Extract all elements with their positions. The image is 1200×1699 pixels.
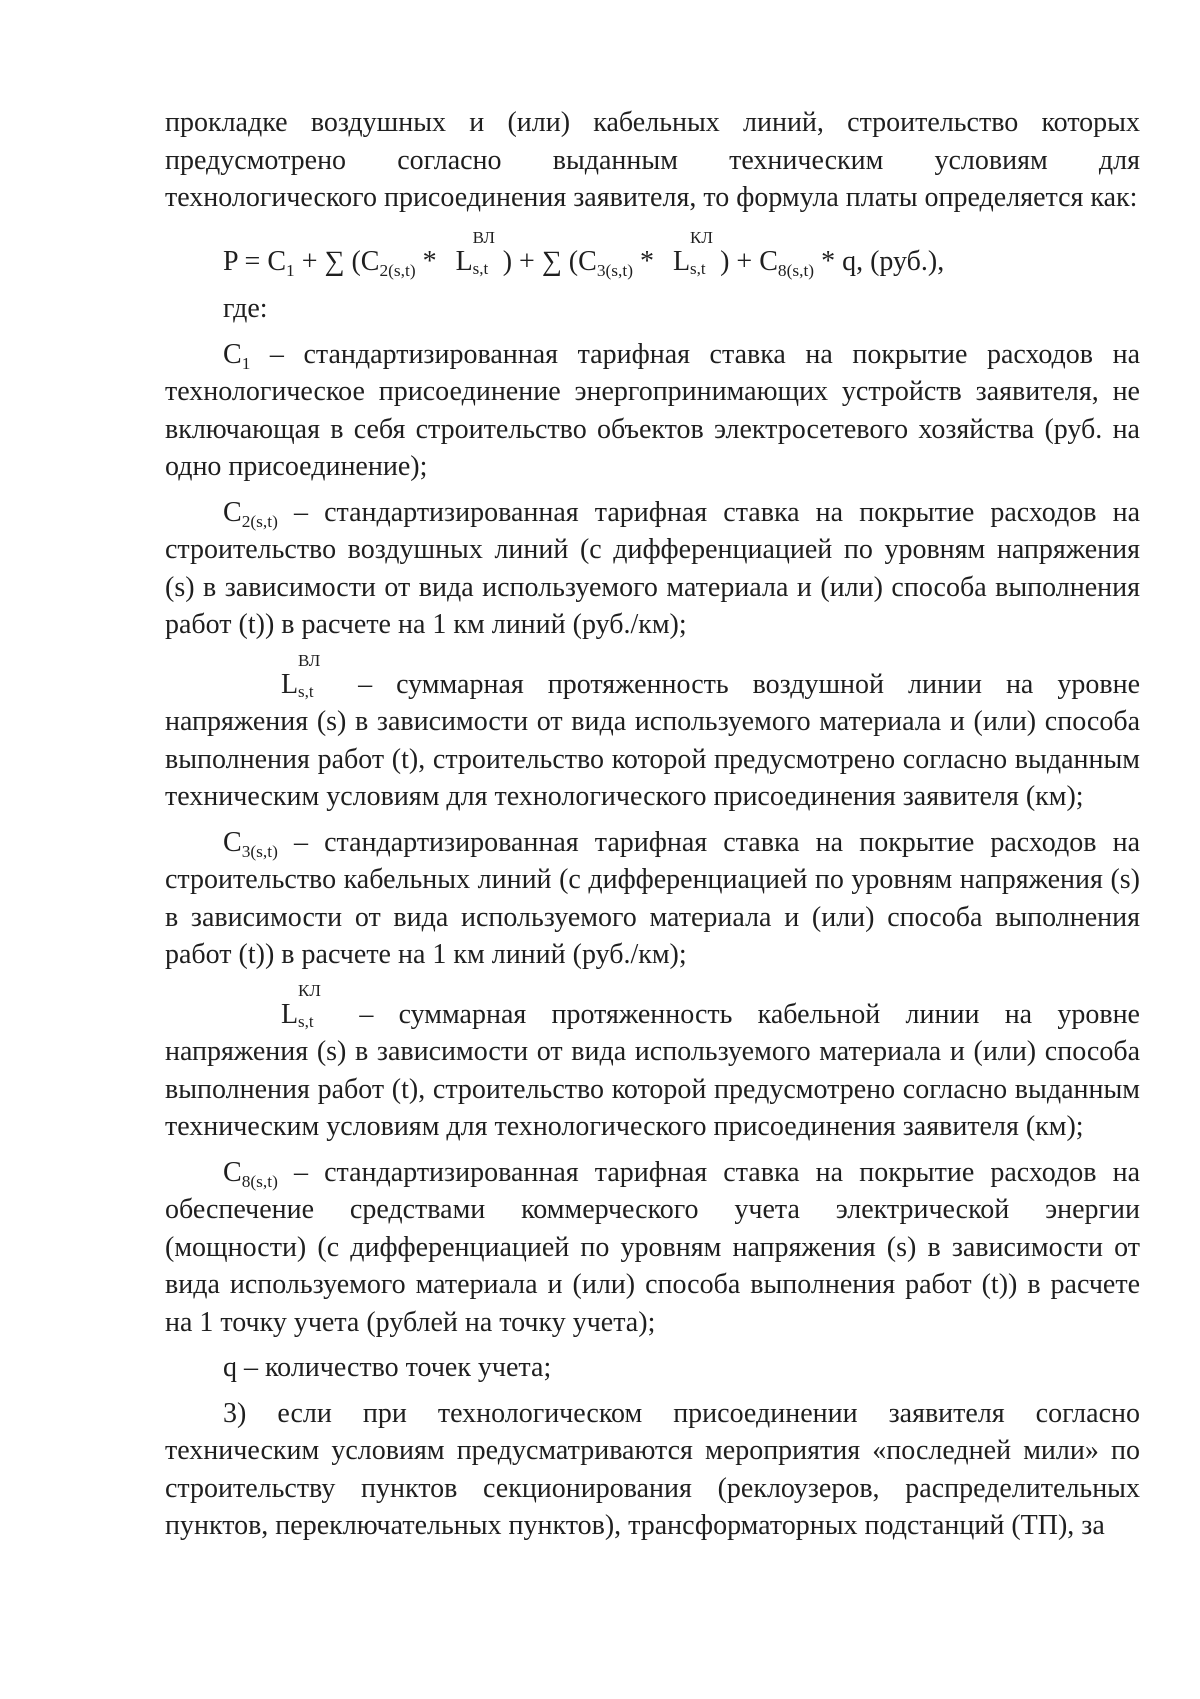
symbol: C (223, 496, 242, 528)
symbol-sub: s,t (298, 681, 314, 701)
definition-text: – суммарная протяженность воздушной линии на уровне напряжения (s) в зависимости от вида используемого материала и (или) способа выполнения работ (t), строительство которой предусмотрено согласно выданным техническим условиям для технологического присоединения заявителя (км); (165, 668, 1140, 812)
definition-text: – суммарная протяженность кабельной линии на уровне напряжения (s) в зависимости от вида используемого материала и (или) способа выполнения работ (t), строительство которой предусмотрено согласно выданным техническим условиям для технологического присоединения заявителя (км); (165, 998, 1140, 1142)
symbol: L (281, 998, 299, 1030)
paragraph-intro-line2: предусмотрено согласно выданным техническим условиям для (165, 144, 1140, 176)
definition-text: – стандартизированная тарифная ставка на покрытие расходов на технологическое присоединение энергопринимающих устройств заявителя, не включающая в себя строительство объектов электросетевого хозяйства (руб. на одно присоединение); (165, 338, 1140, 482)
symbol-sub: 2(s,t) (241, 511, 278, 531)
formula-l-vl: L ВЛ s,t (455, 227, 495, 278)
symbol: C (223, 338, 242, 370)
symbol-sub: 8(s,t) (241, 1171, 278, 1191)
symbol: C (223, 1156, 242, 1188)
definition-l-vl (165, 650, 1140, 816)
symbol: L (281, 668, 299, 700)
definition-q: q – количество точек учета; (223, 1352, 552, 1383)
paragraph-intro-line3: технологического присоединения заявителя, то формула платы определяется как: (165, 182, 1138, 213)
formula-part: P = C (223, 245, 286, 277)
formula-sub: 1 (286, 260, 295, 280)
formula-sub: s,t (472, 258, 489, 278)
definition-text: – стандартизированная тарифная ставка на покрытие расходов на строительство кабельных линий (с дифференциацией по уровням напряжения (s) в зависимости от вида используемого материала и (или) способа выполнения работ (t)) в расчете на 1 км линий (руб./км); (165, 826, 1140, 970)
definition-text: – стандартизированная тарифная ставка на покрытие расходов на обеспечение средствами коммерческого учета электрической энергии (мощности) (с дифференциацией по уровням напряжения (s) в зависимости от вида используемого материала и (или) способа выполнения работ (t)) в расчете на 1 точку учета (рублей на точку учета); (165, 1156, 1140, 1338)
formula-l-kl: L КЛ s,t (672, 227, 713, 278)
symbol-sub: s,t (298, 1011, 314, 1031)
definition-text: – стандартизированная тарифная ставка на покрытие расходов на строительство воздушных линий (с дифференциацией по уровням напряжения (s) в зависимости от вида используемого материала и (или) способа выполнения работ (t)) в расчете на 1 км линий (руб./км); (165, 496, 1140, 640)
formula-part: ) + ∑ (C (502, 245, 597, 277)
definition-l-kl (165, 980, 1140, 1146)
formula-sup: ВЛ (472, 227, 495, 247)
definition-c8 (165, 1154, 1140, 1342)
formula-part: * q, (руб.), (814, 245, 945, 277)
formula-sub: s,t (689, 258, 706, 278)
formula-sub: 2(s,t) (379, 260, 416, 280)
formula-part: * (415, 245, 444, 277)
formula-sub: 8(s,t) (777, 260, 815, 280)
formula-sub: 3(s,t) (596, 260, 633, 280)
formula-part: + ∑ (C (294, 245, 380, 277)
definition-c1 (165, 336, 1140, 486)
definition-c2 (165, 494, 1140, 644)
formula-part: ) + C (720, 245, 778, 277)
symbol-sub: 1 (241, 353, 251, 373)
symbol-sup: ВЛ (298, 650, 321, 670)
symbol-l (223, 650, 328, 704)
formula-part: * (632, 245, 661, 277)
paragraph-intro-line1: прокладке воздушных и (или) кабельных линий, строительство которых (165, 107, 1140, 138)
where-label: где: (223, 293, 268, 324)
formula-sup: КЛ (689, 227, 713, 247)
payment-formula (223, 227, 1140, 281)
definition-c3 (165, 824, 1140, 974)
symbol-l (223, 980, 328, 1034)
symbol-sub: 3(s,t) (241, 841, 278, 861)
paragraph-item-3: 3) если при технологическом присоединении заявителя согласно техническим условиям предусматриваются мероприятия «последней мили» по строительству пунктов секционирования (реклоузеров, распределительных пунктов, переключательных пунктов), трансформаторных подстанций (ТП), за (165, 1397, 1140, 1541)
symbol-sup: КЛ (298, 980, 321, 1000)
document-body (165, 104, 1140, 1545)
symbol: C (223, 826, 242, 858)
